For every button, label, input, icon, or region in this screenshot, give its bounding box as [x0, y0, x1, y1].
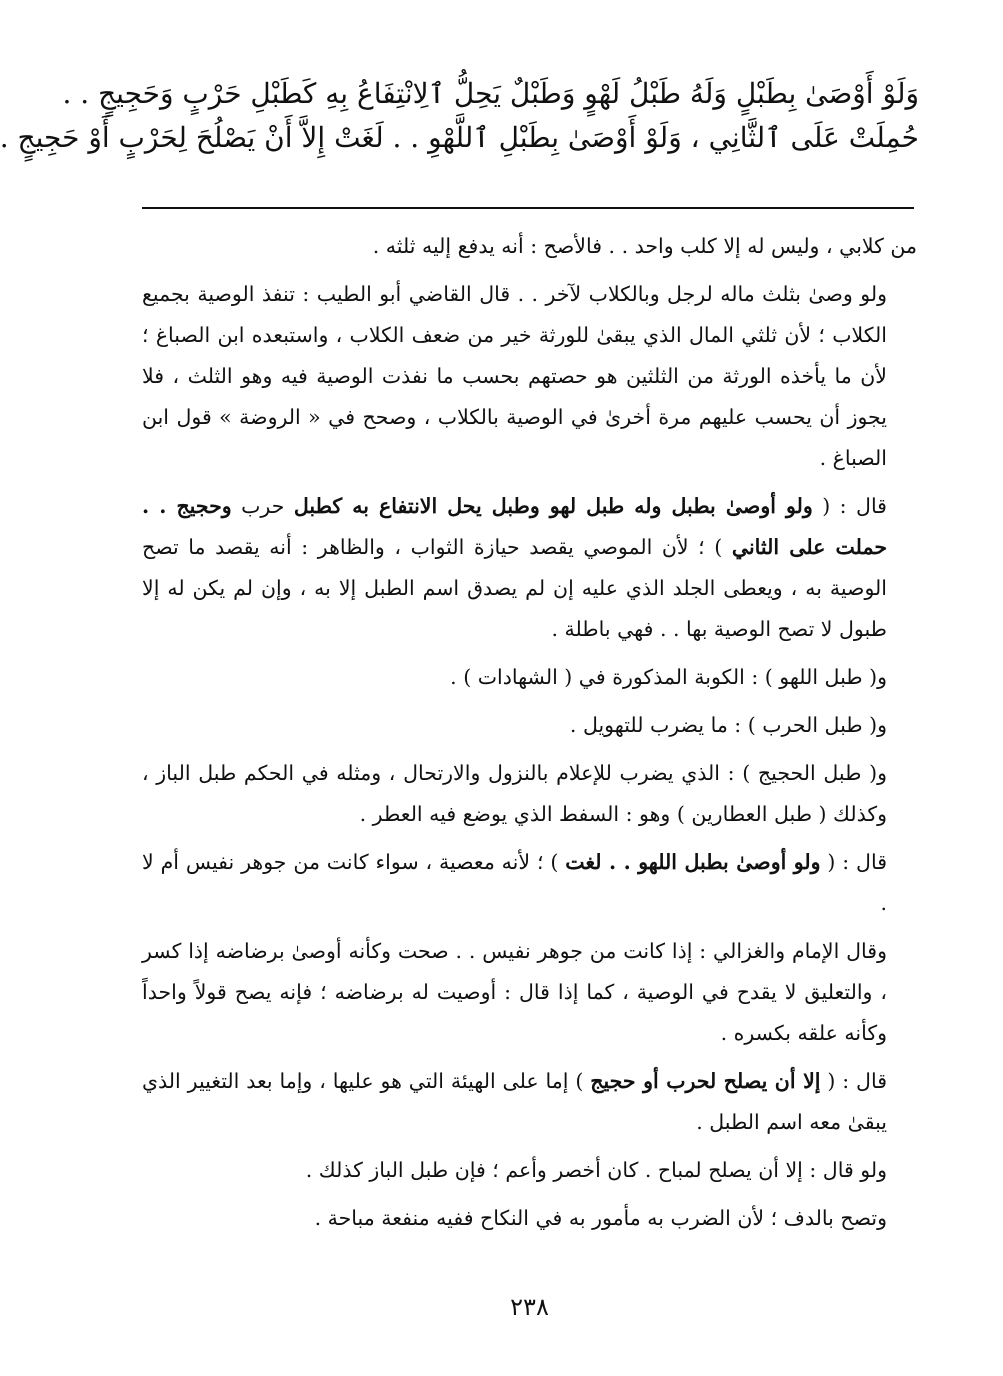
paragraph: وقال الإمام والغزالي : إذا كانت من جوهر نفيس . . صحت وكأنه أوصىٰ برضاضه إذا كسر ، والتعليق لا يقدح في الوصية ، كما إذا قال : أوصيت له برضاضه ؛ فإنه يصح قولاً واحداً وكأنه علقه بكسره . — [142, 939, 887, 1045]
matn-line-2: حُمِلَتْ عَلَى ٱلثَّانِي ، وَلَوْ أَوْصَىٰ بِطَبْلِ ٱللَّهْوِ . . لَغَتْ إِلاَّ أَنْ يَصْلُحَ لِحَرْبٍ أَوْ حَجِيجٍ . — [0, 121, 919, 154]
paragraph: و( طبل اللهو ) : الكوبة المذكورة في ( الشهادات ) . — [450, 665, 887, 689]
paragraph: من كلابي ، وليس له إلا كلب واحد . . فالأصح : أنه يدفع إليه ثلثه . — [372, 234, 917, 258]
paragraph: و( طبل الحرب ) : ما يضرب للتهويل . — [569, 713, 887, 737]
text-run: قال : ( — [820, 850, 887, 874]
paragraph: و( طبل الحجيج ) : الذي يضرب للإعلام بالنزول والارتحال ، ومثله في الحكم طبل الباز ، وكذلك ( طبل العطارين ) وهو : السفط الذي يوضع فيه العطر . — [142, 761, 887, 826]
matn-text — [0, 72, 919, 160]
quoted-matn: ولو أوصىٰ بطبل اللهو . . لغت — [565, 850, 821, 874]
text-run: ) ؛ لأن الموصي يقصد حيازة الثواب ، والظاهر : أنه يقصد ما تصح الوصية به ، ويعطى الجلد الذي عليه إن لم يصدق اسم الطبل إلا به ، وإن لم يكن له إلا طبول لا تصح الوصية بها . . فهي باطلة . — [142, 535, 887, 641]
text-run: قال : ( — [812, 494, 887, 518]
page-number: ٢٣٨ — [510, 1293, 549, 1321]
commentary-text — [142, 226, 917, 1246]
paragraph — [142, 842, 917, 924]
quoted-matn: وحجيج . . حملت على الثاني — [142, 494, 887, 559]
paragraph: وتصح بالدف ؛ لأن الضرب به مأمور به في النكاح ففيه منفعة مباحة . — [314, 1206, 887, 1230]
paragraph — [142, 486, 917, 650]
matn-line-1: وَلَوْ أَوْصَىٰ بِطَبْلٍ وَلَهُ طَبْلُ لَهْوٍ وَطَبْلٌ يَحِلُّ ٱلِانْتِفَاعُ بِهِ كَطَبْلِ حَرْبٍ وَحَجِيجٍ . . — [62, 77, 919, 110]
separator-rule — [142, 207, 914, 209]
quoted-matn: ولو أوصىٰ بطبل وله طبل لهو وطبل يحل الانتفاع به كطبل — [293, 494, 813, 518]
text-run: قال : ( — [820, 1069, 887, 1093]
text-run: ) إما على الهيئة التي هو عليها ، وإما بعد التغيير الذي يبقىٰ معه اسم الطبل . — [142, 1069, 887, 1134]
quoted-matn: إلا أن يصلح لحرب أو حجيج — [590, 1069, 821, 1093]
paragraph: ولو وصىٰ بثلث ماله لرجل وبالكلاب لآخر . . قال القاضي أبو الطيب : تنفذ الوصية بجميع الكلاب ؛ لأن ثلثي المال الذي يبقىٰ للورثة خير من ضعف الكلاب ، واستبعده ابن الصباغ ؛ لأن ما يأخذه الورثة من الثلثين هو حصتهم بحسب ما نفذت الوصية فيه وهو الثلث ، فلا يجوز أن يحسب عليهم مرة أخرىٰ في الوصية بالكلاب ، وصحح في « الروضة » قول ابن الصباغ . — [142, 282, 887, 470]
text-run: حرب — [231, 494, 294, 518]
paragraph: ولو قال : إلا أن يصلح لمباح . كان أخصر وأعم ؛ فإن طبل الباز كذلك . — [305, 1158, 887, 1182]
text-run: ) ؛ لأنه معصية ، سواء كانت من جوهر نفيس أم لا . — [142, 850, 887, 915]
paragraph — [142, 1061, 917, 1143]
